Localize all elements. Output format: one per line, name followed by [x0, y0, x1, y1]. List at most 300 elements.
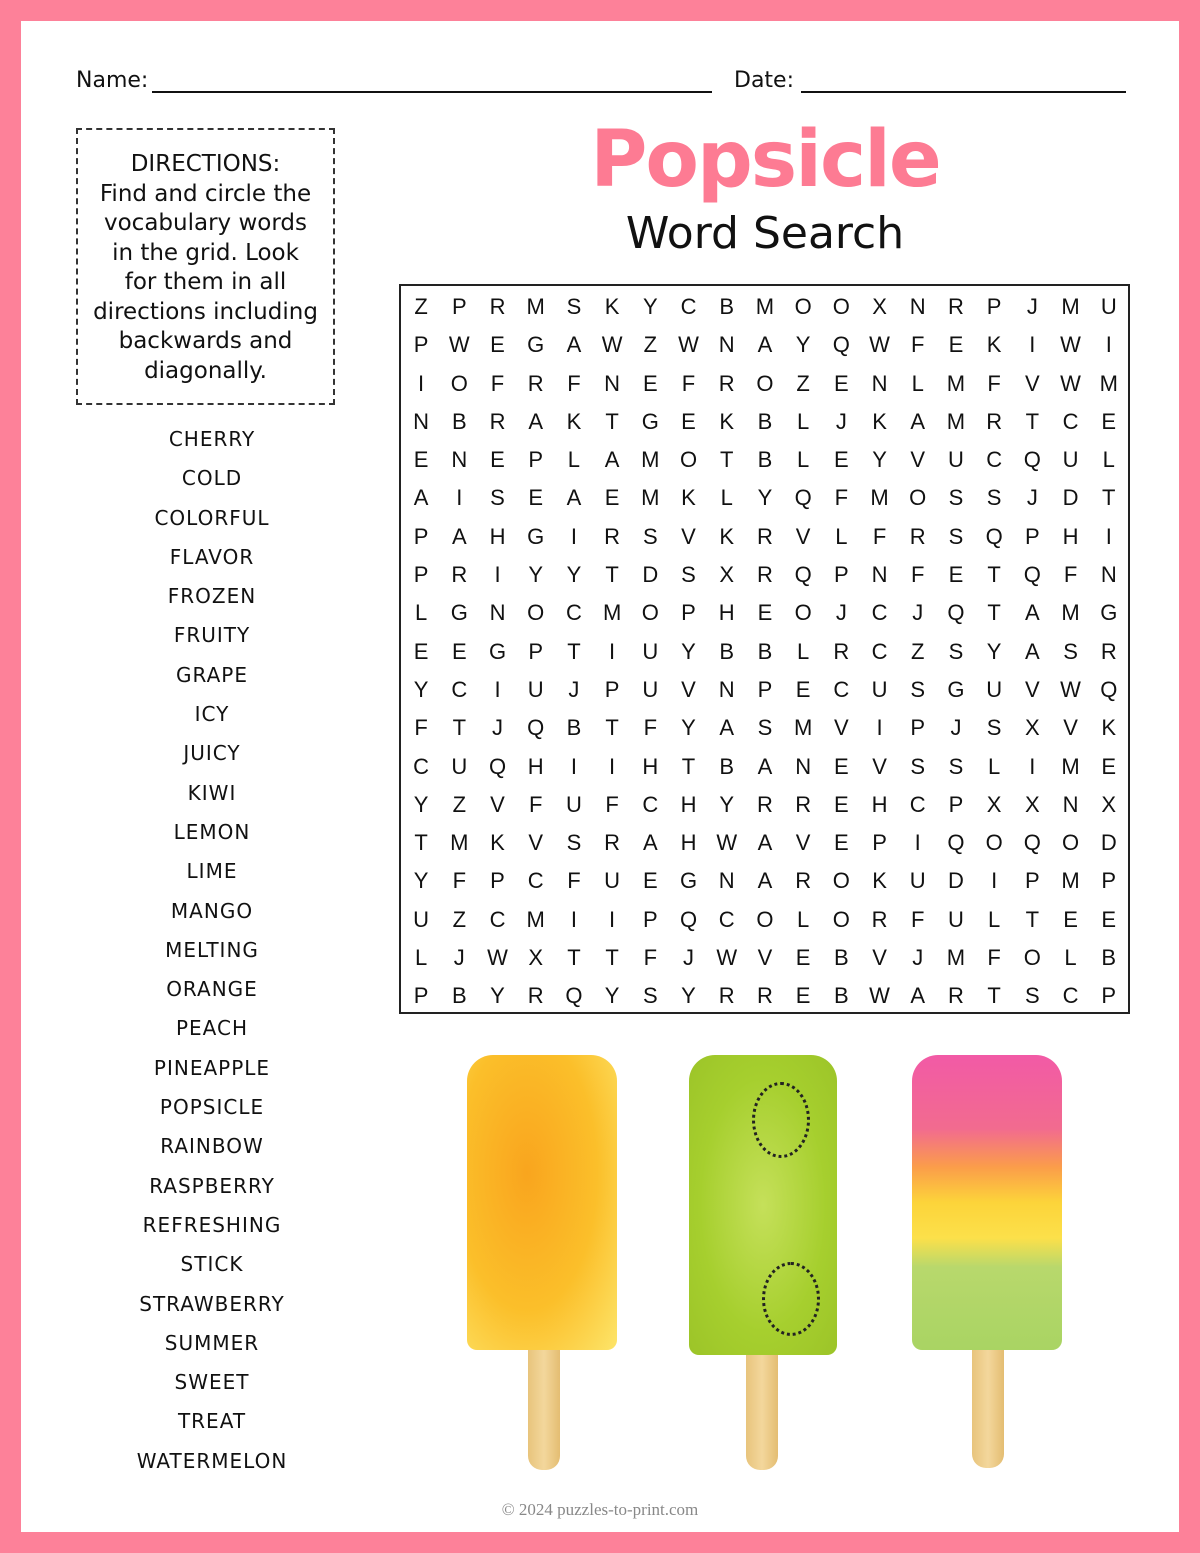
grid-letter[interactable]: L	[797, 906, 810, 932]
grid-letter[interactable]: I	[494, 676, 501, 702]
grid-letter[interactable]: K	[986, 332, 1002, 358]
grid-letter[interactable]: F	[528, 791, 543, 817]
grid-letter[interactable]: O	[985, 830, 1003, 856]
grid-letter[interactable]: U	[948, 447, 964, 473]
grid-letter[interactable]: H	[527, 753, 544, 779]
grid-letter[interactable]: V	[1063, 715, 1078, 741]
grid-letter[interactable]: P	[872, 830, 887, 856]
grid-letter[interactable]: C	[1062, 983, 1079, 1009]
grid-letter[interactable]: E	[833, 447, 849, 473]
grid-letter[interactable]: E	[948, 332, 964, 358]
grid-letter[interactable]: R	[871, 906, 888, 932]
grid-letter[interactable]: A	[451, 523, 467, 549]
grid-letter[interactable]: F	[911, 906, 925, 932]
grid-letter[interactable]: F	[872, 523, 887, 549]
grid-letter[interactable]: N	[489, 600, 506, 626]
grid-letter[interactable]: I	[494, 562, 501, 588]
grid-letter[interactable]: I	[914, 830, 921, 856]
grid-letter[interactable]: H	[489, 523, 506, 549]
grid-letter[interactable]: U	[451, 753, 468, 779]
grid-letter[interactable]: I	[1105, 332, 1112, 358]
grid-letter[interactable]: V	[681, 523, 696, 549]
grid-letter[interactable]: V	[490, 791, 505, 817]
grid-letter[interactable]: U	[642, 676, 659, 702]
grid-letter[interactable]: I	[1029, 753, 1036, 779]
grid-letter[interactable]: L	[414, 945, 428, 971]
grid-letter[interactable]: G	[947, 676, 965, 702]
grid-letter[interactable]: F	[452, 868, 467, 894]
grid-letter[interactable]: Y	[719, 791, 735, 817]
grid-letter[interactable]: O	[1061, 830, 1080, 856]
grid-letter[interactable]: S	[1063, 638, 1078, 664]
grid-letter[interactable]: T	[605, 715, 619, 741]
grid-letter[interactable]: R	[756, 562, 773, 588]
grid-letter[interactable]: X	[1101, 791, 1117, 817]
grid-letter[interactable]: I	[570, 523, 577, 549]
grid-letter[interactable]: G	[527, 523, 545, 549]
grid-letter[interactable]: P	[1025, 523, 1040, 549]
grid-letter[interactable]: P	[528, 447, 544, 473]
grid-letter[interactable]: V	[1025, 370, 1040, 396]
grid-letter[interactable]: T	[1025, 408, 1040, 434]
grid-letter[interactable]: V	[528, 830, 544, 856]
grid-letter[interactable]: S	[948, 638, 964, 664]
grid-letter[interactable]: E	[490, 332, 505, 358]
grid-letter[interactable]: Q	[565, 983, 583, 1009]
grid-letter[interactable]: R	[909, 523, 926, 549]
grid-letter[interactable]: N	[871, 370, 888, 396]
grid-letter[interactable]: I	[991, 868, 998, 894]
grid-letter[interactable]: V	[872, 753, 887, 779]
grid-letter[interactable]: O	[756, 370, 774, 396]
grid-letter[interactable]: P	[1101, 983, 1117, 1009]
grid-letter[interactable]: F	[567, 370, 581, 396]
grid-letter[interactable]: Y	[413, 676, 429, 702]
grid-letter[interactable]: P	[604, 676, 620, 702]
grid-letter[interactable]: C	[1062, 408, 1079, 434]
grid-letter[interactable]: P	[1101, 868, 1117, 894]
grid-letter[interactable]: F	[567, 868, 581, 894]
grid-letter[interactable]: X	[528, 945, 544, 971]
name-field[interactable]	[152, 91, 712, 93]
grid-letter[interactable]: T	[987, 600, 1001, 626]
grid-letter[interactable]: V	[757, 945, 773, 971]
grid-letter[interactable]: K	[1101, 715, 1117, 741]
grid-letter[interactable]: B	[719, 638, 735, 664]
grid-letter[interactable]: O	[832, 294, 850, 319]
grid-letter[interactable]: H	[1062, 523, 1079, 549]
grid-letter[interactable]: P	[413, 983, 429, 1009]
grid-letter[interactable]: M	[641, 447, 660, 473]
grid-letter[interactable]: F	[490, 370, 505, 396]
grid-letter[interactable]: N	[909, 294, 926, 319]
grid-letter[interactable]: C	[986, 447, 1003, 473]
grid-letter[interactable]: B	[757, 447, 773, 473]
grid-letter[interactable]: U	[986, 676, 1003, 702]
grid-letter[interactable]: R	[756, 983, 773, 1009]
grid-letter[interactable]: R	[795, 791, 812, 817]
grid-letter[interactable]: A	[719, 715, 735, 741]
grid-letter[interactable]: J	[950, 715, 962, 741]
grid-letter[interactable]: J	[912, 945, 924, 971]
grid-letter[interactable]: N	[604, 370, 621, 396]
grid-letter[interactable]: G	[679, 868, 698, 894]
grid-letter[interactable]: I	[456, 485, 463, 511]
grid-letter[interactable]: N	[1100, 562, 1117, 588]
grid-letter[interactable]: E	[528, 485, 544, 511]
grid-letter[interactable]: B	[757, 408, 773, 434]
grid-letter[interactable]: A	[604, 447, 620, 473]
grid-letter[interactable]: X	[1025, 791, 1040, 817]
grid-letter[interactable]: Y	[604, 983, 620, 1009]
grid-letter[interactable]: Z	[911, 638, 925, 664]
grid-letter[interactable]: Y	[872, 447, 887, 473]
grid-letter[interactable]: Q	[947, 600, 965, 626]
grid-letter[interactable]: P	[490, 868, 505, 894]
grid-letter[interactable]: I	[609, 753, 616, 779]
grid-letter[interactable]: P	[413, 562, 429, 588]
grid-letter[interactable]: F	[643, 945, 658, 971]
grid-letter[interactable]: E	[948, 562, 964, 588]
grid-letter[interactable]: D	[948, 868, 964, 894]
grid-letter[interactable]: Q	[1023, 562, 1041, 588]
grid-letter[interactable]: H	[871, 791, 888, 817]
grid-letter[interactable]: E	[757, 600, 773, 626]
grid-letter[interactable]: R	[604, 830, 621, 856]
grid-letter[interactable]: V	[1025, 676, 1040, 702]
grid-letter[interactable]: M	[450, 830, 469, 856]
grid-letter[interactable]: B	[757, 638, 773, 664]
grid-letter[interactable]: Q	[794, 562, 812, 588]
grid-letter[interactable]: R	[489, 294, 506, 319]
grid-letter[interactable]: S	[948, 753, 964, 779]
grid-letter[interactable]: R	[604, 523, 621, 549]
grid-letter[interactable]: S	[757, 715, 773, 741]
grid-letter[interactable]: S	[910, 676, 926, 702]
grid-letter[interactable]: A	[910, 408, 926, 434]
grid-letter[interactable]: J	[492, 715, 503, 741]
grid-letter[interactable]: Y	[986, 638, 1002, 664]
grid-letter[interactable]: J	[568, 676, 580, 702]
grid-letter[interactable]: L	[1064, 945, 1077, 971]
grid-letter[interactable]: P	[451, 294, 467, 319]
grid-letter[interactable]: S	[681, 562, 696, 588]
grid-letter[interactable]: I	[609, 906, 616, 932]
grid-letter[interactable]: T	[605, 408, 619, 434]
grid-letter[interactable]: O	[641, 600, 659, 626]
grid-letter[interactable]: F	[987, 945, 1001, 971]
grid-letter[interactable]: V	[795, 523, 811, 549]
grid-letter[interactable]: L	[911, 370, 924, 396]
grid-letter[interactable]: T	[681, 753, 696, 779]
grid-letter[interactable]: I	[1105, 523, 1112, 549]
grid-letter[interactable]: Y	[413, 868, 429, 894]
grid-letter[interactable]: U	[413, 906, 430, 932]
grid-letter[interactable]: Y	[490, 983, 505, 1009]
grid-letter[interactable]: E	[1101, 408, 1117, 434]
grid-letter[interactable]: T	[605, 945, 619, 971]
grid-letter[interactable]: Y	[566, 562, 582, 588]
grid-letter[interactable]: U	[1100, 294, 1117, 319]
grid-letter[interactable]: E	[833, 791, 849, 817]
grid-letter[interactable]: M	[946, 408, 966, 434]
grid-letter[interactable]: Q	[832, 332, 850, 358]
grid-letter[interactable]: N	[718, 676, 735, 702]
grid-letter[interactable]: N	[451, 447, 468, 473]
grid-letter[interactable]: G	[641, 408, 659, 434]
grid-letter[interactable]: M	[641, 485, 660, 511]
grid-letter[interactable]: R	[986, 408, 1003, 434]
grid-letter[interactable]: Y	[757, 485, 773, 511]
grid-letter[interactable]: A	[566, 332, 582, 358]
grid-letter[interactable]: D	[1062, 485, 1079, 511]
grid-letter[interactable]: K	[872, 408, 887, 434]
grid-letter[interactable]: O	[450, 370, 468, 396]
grid-letter[interactable]: N	[871, 562, 888, 588]
grid-letter[interactable]: O	[679, 447, 698, 473]
grid-letter[interactable]: A	[413, 485, 429, 511]
grid-letter[interactable]: P	[681, 600, 696, 626]
grid-letter[interactable]: U	[909, 868, 926, 894]
grid-letter[interactable]: X	[1025, 715, 1040, 741]
grid-letter[interactable]: E	[451, 638, 467, 664]
grid-letter[interactable]: S	[948, 485, 964, 511]
grid-letter[interactable]: L	[988, 906, 1001, 932]
grid-letter[interactable]: B	[1101, 945, 1117, 971]
grid-letter[interactable]: U	[1062, 447, 1079, 473]
grid-letter[interactable]: T	[567, 945, 581, 971]
grid-letter[interactable]: Z	[452, 791, 467, 817]
grid-letter[interactable]: E	[795, 945, 811, 971]
grid-letter[interactable]: A	[566, 485, 582, 511]
grid-letter[interactable]: R	[451, 562, 468, 588]
grid-letter[interactable]: W	[601, 332, 623, 358]
grid-letter[interactable]: K	[719, 408, 735, 434]
grid-letter[interactable]: U	[604, 868, 621, 894]
grid-letter[interactable]: Y	[795, 332, 811, 358]
grid-letter[interactable]: W	[1060, 332, 1081, 358]
grid-letter[interactable]: W	[1060, 370, 1081, 396]
grid-letter[interactable]: M	[602, 600, 622, 626]
grid-letter[interactable]: S	[566, 830, 582, 856]
grid-letter[interactable]: R	[756, 523, 773, 549]
grid-letter[interactable]: G	[450, 600, 468, 626]
grid-letter[interactable]: A	[757, 868, 773, 894]
grid-letter[interactable]: M	[1061, 753, 1080, 779]
grid-letter[interactable]: Y	[528, 562, 544, 588]
grid-letter[interactable]: R	[489, 408, 506, 434]
grid-letter[interactable]: E	[413, 447, 429, 473]
grid-letter[interactable]: K	[490, 830, 505, 856]
grid-letter[interactable]: I	[609, 638, 616, 664]
grid-letter[interactable]: P	[528, 638, 544, 664]
grid-letter[interactable]: Q	[947, 830, 965, 856]
grid-letter[interactable]: R	[833, 638, 850, 664]
grid-letter[interactable]: R	[527, 370, 544, 396]
grid-letter[interactable]: Z	[452, 906, 467, 932]
grid-letter[interactable]: T	[1025, 906, 1040, 932]
grid-letter[interactable]: E	[642, 370, 658, 396]
grid-letter[interactable]: E	[604, 485, 620, 511]
grid-letter[interactable]: M	[755, 294, 775, 319]
grid-letter[interactable]: E	[833, 830, 849, 856]
grid-letter[interactable]: K	[681, 485, 696, 511]
grid-letter[interactable]: B	[566, 715, 582, 741]
grid-letter[interactable]: P	[1025, 868, 1040, 894]
grid-letter[interactable]: M	[1061, 294, 1080, 319]
grid-letter[interactable]: K	[872, 868, 887, 894]
grid-letter[interactable]: Z	[643, 332, 658, 358]
grid-letter[interactable]: M	[1099, 370, 1118, 396]
grid-letter[interactable]: U	[642, 638, 659, 664]
grid-letter[interactable]: V	[910, 447, 926, 473]
grid-letter[interactable]: F	[643, 715, 658, 741]
grid-letter[interactable]: O	[1023, 945, 1041, 971]
grid-letter[interactable]: O	[794, 294, 812, 319]
grid-letter[interactable]: F	[1063, 562, 1078, 588]
grid-letter[interactable]: Q	[488, 753, 507, 779]
grid-letter[interactable]: F	[911, 332, 925, 358]
grid-letter[interactable]: Q	[1023, 830, 1041, 856]
grid-letter[interactable]: C	[565, 600, 582, 626]
grid-letter[interactable]: M	[526, 906, 545, 932]
grid-letter[interactable]: F	[987, 370, 1001, 396]
date-field[interactable]	[801, 91, 1126, 93]
grid-letter[interactable]: Y	[642, 294, 658, 319]
grid-letter[interactable]: E	[1101, 906, 1117, 932]
grid-letter[interactable]: J	[912, 600, 924, 626]
grid-letter[interactable]: M	[1061, 868, 1080, 894]
grid-letter[interactable]: J	[683, 945, 695, 971]
grid-letter[interactable]: M	[793, 715, 813, 741]
grid-letter[interactable]: P	[413, 332, 429, 358]
grid-letter[interactable]: X	[719, 562, 735, 588]
grid-letter[interactable]: A	[757, 753, 773, 779]
grid-letter[interactable]: X	[986, 791, 1002, 817]
grid-letter[interactable]: A	[757, 830, 773, 856]
grid-letter[interactable]: C	[527, 868, 544, 894]
grid-letter[interactable]: Q	[1100, 676, 1118, 702]
grid-letter[interactable]: C	[871, 600, 888, 626]
grid-letter[interactable]: F	[834, 485, 849, 511]
grid-letter[interactable]: B	[833, 983, 849, 1009]
grid-letter[interactable]: U	[871, 676, 888, 702]
grid-letter[interactable]: T	[452, 715, 467, 741]
grid-letter[interactable]: O	[832, 906, 850, 932]
grid-letter[interactable]: T	[987, 983, 1001, 1009]
grid-letter[interactable]: P	[948, 791, 964, 817]
grid-letter[interactable]: P	[910, 715, 926, 741]
grid-letter[interactable]: H	[642, 753, 659, 779]
grid-letter[interactable]: L	[797, 447, 810, 473]
grid-letter[interactable]: E	[681, 408, 696, 434]
grid-letter[interactable]: M	[1061, 600, 1080, 626]
grid-letter[interactable]: J	[1026, 294, 1038, 319]
grid-letter[interactable]: W	[678, 332, 699, 358]
grid-letter[interactable]: K	[719, 523, 735, 549]
grid-letter[interactable]: B	[451, 983, 467, 1009]
grid-letter[interactable]: E	[642, 868, 658, 894]
grid-letter[interactable]: E	[833, 753, 849, 779]
grid-letter[interactable]: P	[833, 562, 849, 588]
grid-letter[interactable]: N	[718, 868, 735, 894]
grid-letter[interactable]: T	[1102, 485, 1116, 511]
grid-letter[interactable]: L	[414, 600, 428, 626]
grid-letter[interactable]: M	[526, 294, 545, 319]
grid-letter[interactable]: P	[757, 676, 773, 702]
grid-letter[interactable]: V	[681, 676, 696, 702]
grid-letter[interactable]: W	[487, 945, 508, 971]
grid-letter[interactable]: X	[872, 294, 887, 319]
grid-letter[interactable]: W	[869, 332, 890, 358]
grid-letter[interactable]: V	[833, 715, 849, 741]
grid-letter[interactable]: Y	[413, 791, 429, 817]
grid-letter[interactable]: I	[418, 370, 425, 396]
grid-letter[interactable]: B	[451, 408, 467, 434]
grid-letter[interactable]: Y	[681, 715, 696, 741]
grid-letter[interactable]: E	[1101, 753, 1117, 779]
grid-letter[interactable]: N	[718, 332, 735, 358]
grid-letter[interactable]: C	[833, 676, 850, 702]
grid-letter[interactable]: E	[795, 983, 811, 1009]
grid-letter[interactable]: O	[832, 868, 850, 894]
grid-letter[interactable]: A	[757, 332, 773, 358]
grid-letter[interactable]: H	[680, 791, 697, 817]
grid-letter[interactable]: C	[413, 753, 430, 779]
grid-letter[interactable]: P	[413, 523, 429, 549]
grid-letter[interactable]: E	[1063, 906, 1078, 932]
grid-letter[interactable]: A	[910, 983, 926, 1009]
grid-letter[interactable]: S	[948, 523, 964, 549]
grid-letter[interactable]: R	[527, 983, 544, 1009]
grid-letter[interactable]: E	[795, 676, 811, 702]
grid-letter[interactable]: K	[566, 408, 582, 434]
grid-letter[interactable]: P	[642, 906, 658, 932]
grid-letter[interactable]: B	[719, 753, 735, 779]
grid-letter[interactable]: W	[869, 983, 890, 1009]
grid-letter[interactable]: J	[835, 408, 847, 434]
grid-letter[interactable]: Q	[1023, 447, 1041, 473]
grid-letter[interactable]: M	[946, 370, 966, 396]
grid-letter[interactable]: C	[489, 906, 506, 932]
grid-letter[interactable]: J	[453, 945, 465, 971]
grid-letter[interactable]: I	[570, 753, 577, 779]
grid-letter[interactable]: M	[870, 485, 889, 511]
grid-letter[interactable]: N	[413, 408, 430, 434]
grid-letter[interactable]: R	[948, 294, 964, 319]
grid-letter[interactable]: B	[719, 294, 735, 319]
grid-letter[interactable]: S	[1025, 983, 1040, 1009]
grid-letter[interactable]: E	[413, 638, 429, 664]
grid-letter[interactable]: E	[833, 370, 849, 396]
grid-letter[interactable]: W	[716, 945, 738, 971]
grid-letter[interactable]: F	[605, 791, 619, 817]
grid-letter[interactable]: C	[718, 906, 735, 932]
grid-letter[interactable]: H	[718, 600, 735, 626]
grid-letter[interactable]: G	[488, 638, 507, 664]
grid-letter[interactable]: S	[642, 523, 658, 549]
grid-letter[interactable]: T	[414, 830, 428, 856]
grid-letter[interactable]: S	[490, 485, 505, 511]
grid-letter[interactable]: Q	[527, 715, 545, 741]
grid-letter[interactable]: J	[1026, 485, 1038, 511]
grid-letter[interactable]: Q	[794, 485, 812, 511]
grid-letter[interactable]: T	[987, 562, 1001, 588]
grid-letter[interactable]: Y	[681, 638, 696, 664]
grid-letter[interactable]: N	[795, 753, 812, 779]
grid-letter[interactable]: T	[720, 447, 734, 473]
grid-letter[interactable]: U	[527, 676, 544, 702]
